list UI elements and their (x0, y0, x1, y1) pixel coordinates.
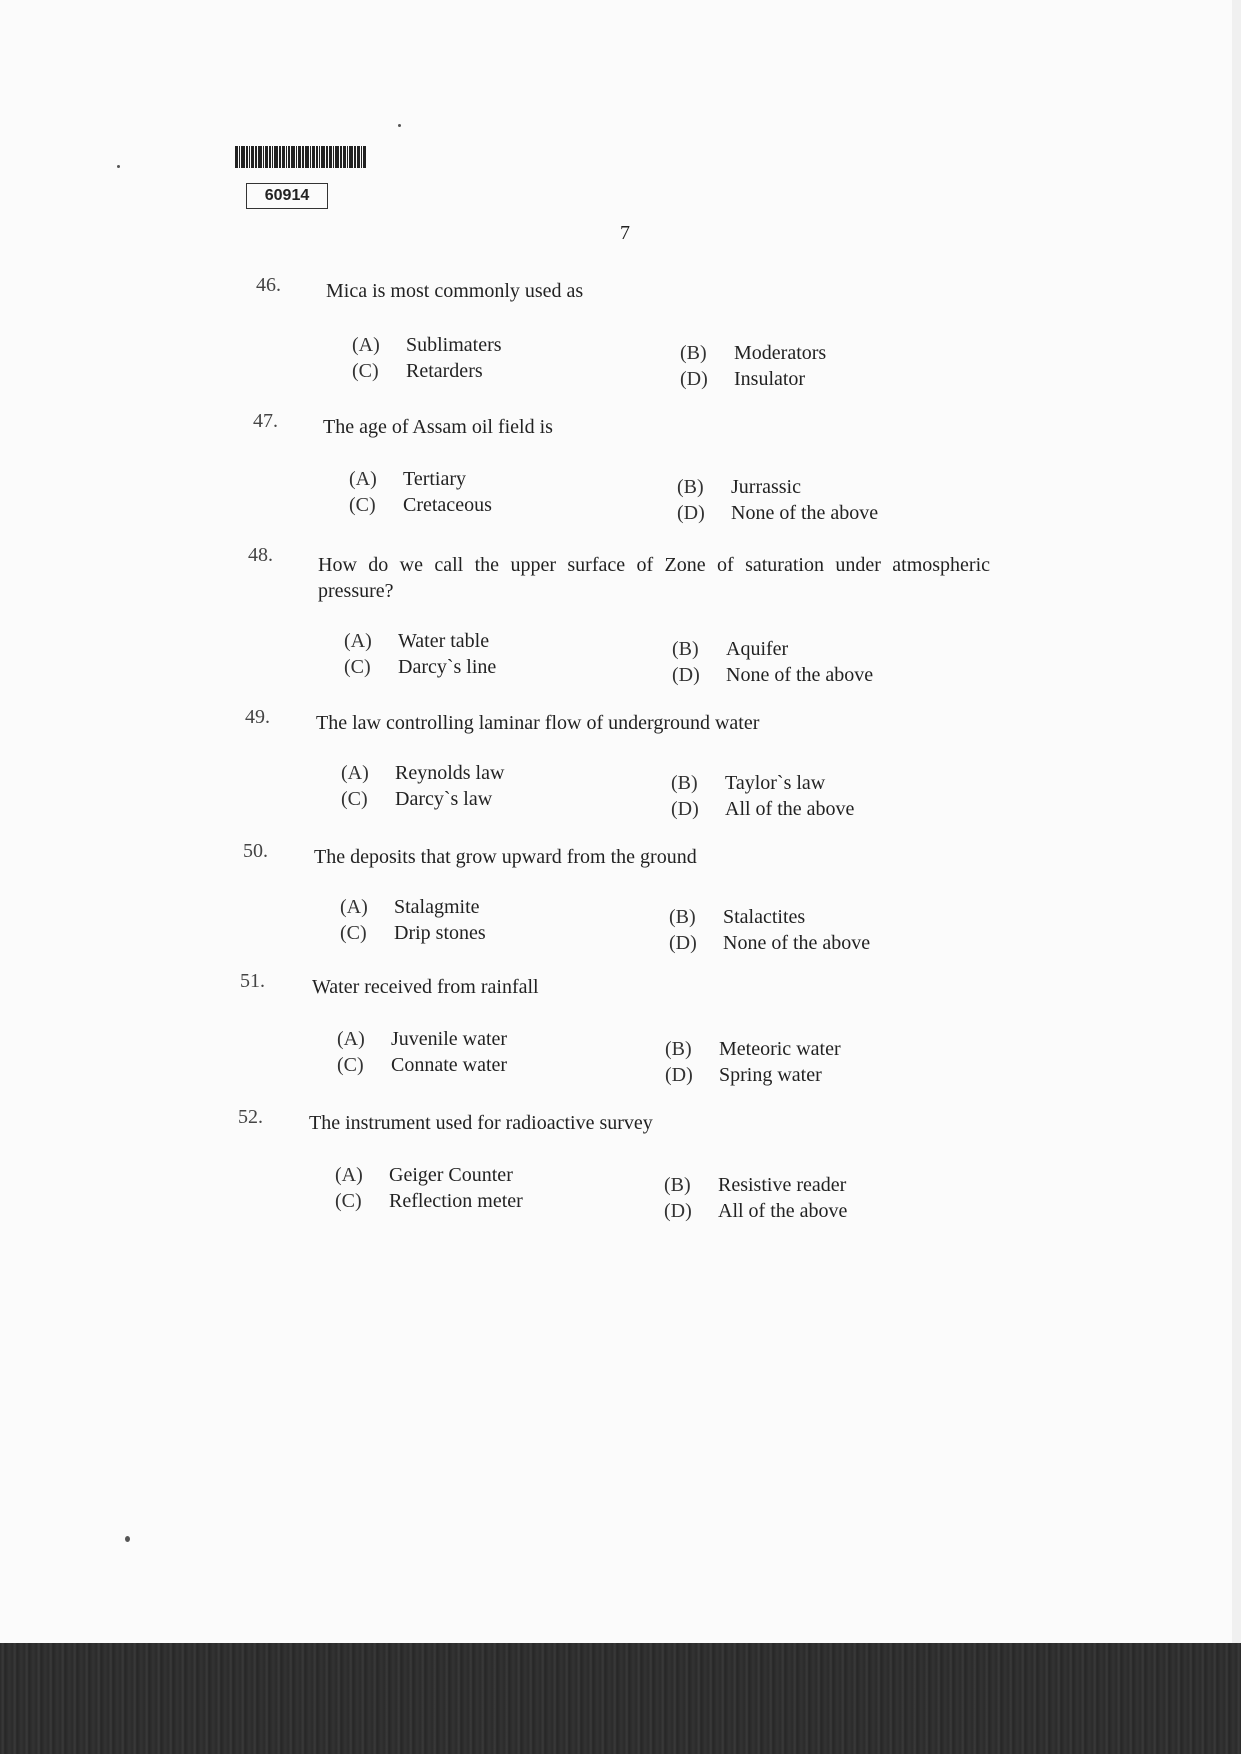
barcode-image (235, 146, 366, 168)
scan-speck (125, 1536, 130, 1542)
question-text: The instrument used for radioactive survey (309, 1112, 653, 1134)
option-text: None of the above (723, 932, 871, 954)
option-d (665, 1064, 822, 1087)
option-c (344, 656, 496, 679)
question-number: 49. (245, 706, 270, 728)
option-b (672, 638, 788, 661)
question-text: Mica is most commonly used as (326, 280, 584, 302)
option-d (680, 368, 805, 391)
option-c (335, 1190, 523, 1213)
option-text: None of the above (731, 502, 879, 524)
option-text: Darcy`s line (398, 656, 497, 678)
option-text: Meteoric water (719, 1038, 841, 1060)
option-text: Cretaceous (403, 494, 492, 516)
option-text: Jurrassic (731, 476, 801, 498)
question-number: 52. (238, 1106, 263, 1128)
option-a (349, 468, 466, 491)
option-label: (A) (335, 1164, 363, 1186)
option-label: (A) (349, 468, 377, 490)
option-text: Connate water (391, 1054, 508, 1076)
option-text: Water table (398, 630, 490, 652)
option-label: (C) (335, 1190, 362, 1212)
option-a (341, 762, 504, 785)
option-b (680, 342, 826, 365)
option-text: Insulator (734, 368, 806, 390)
scanner-background (0, 1643, 1241, 1754)
option-d (672, 664, 873, 687)
option-text: None of the above (726, 664, 874, 686)
option-label: (D) (665, 1064, 693, 1086)
option-text: Spring water (719, 1064, 822, 1086)
option-b (669, 906, 805, 929)
option-label: (B) (665, 1038, 692, 1060)
option-text: Stalactites (723, 906, 806, 928)
option-text: Reynolds law (395, 762, 505, 784)
option-text: Moderators (734, 342, 827, 364)
option-text: Tertiary (403, 468, 467, 490)
option-text: Stalagmite (394, 896, 480, 918)
option-c (352, 360, 483, 383)
option-label: (B) (680, 342, 707, 364)
option-label: (B) (664, 1174, 691, 1196)
option-label: (B) (672, 638, 699, 660)
option-label: (B) (677, 476, 704, 498)
option-a (340, 896, 480, 919)
option-b (665, 1038, 841, 1061)
option-label: (C) (349, 494, 376, 516)
option-label: (C) (340, 922, 367, 944)
question-text: Water received from rainfall (312, 976, 539, 998)
option-text: All of the above (725, 798, 855, 820)
option-label: (C) (352, 360, 379, 382)
option-text: Geiger Counter (389, 1164, 513, 1186)
question-text: How do we call the upper surface of Zone of saturation under atmospheric pressure? (318, 554, 990, 602)
option-d (671, 798, 854, 821)
option-label: (C) (344, 656, 371, 678)
option-text: Juvenile water (391, 1028, 508, 1050)
option-label: (D) (669, 932, 697, 954)
option-b (664, 1174, 846, 1197)
option-c (349, 494, 492, 517)
option-label: (A) (344, 630, 372, 652)
question-text: The law controlling laminar flow of underground water (316, 712, 760, 734)
option-text: Sublimaters (406, 334, 502, 356)
option-label: (C) (341, 788, 368, 810)
option-text: Aquifer (726, 638, 789, 660)
option-c (337, 1054, 507, 1077)
option-text: Drip stones (394, 922, 486, 944)
option-text: Taylor`s law (725, 772, 826, 794)
option-label: (C) (337, 1054, 364, 1076)
option-a (352, 334, 502, 357)
option-text: Reflection meter (389, 1190, 523, 1212)
scan-speck (398, 124, 401, 127)
question-number: 48. (248, 544, 273, 566)
option-a (344, 630, 489, 653)
page-edge (1232, 0, 1241, 1643)
option-b (677, 476, 801, 499)
option-label: (D) (671, 798, 699, 820)
paper-code-box: 60914 (246, 183, 328, 209)
option-text: All of the above (718, 1200, 848, 1222)
option-label: (D) (677, 502, 705, 524)
option-d (677, 502, 878, 525)
option-label: (B) (671, 772, 698, 794)
question-number: 47. (253, 410, 278, 432)
option-d (669, 932, 870, 955)
option-label: (A) (340, 896, 368, 918)
option-label: (A) (341, 762, 369, 784)
option-label: (A) (337, 1028, 365, 1050)
option-text: Retarders (406, 360, 483, 382)
question-text: The age of Assam oil field is (323, 416, 553, 438)
page-number: 7 (620, 222, 630, 244)
option-label: (D) (672, 664, 700, 686)
option-a (337, 1028, 507, 1051)
option-c (341, 788, 492, 811)
scan-speck (117, 165, 120, 168)
option-text: Darcy`s law (395, 788, 493, 810)
option-label: (D) (664, 1200, 692, 1222)
option-label: (D) (680, 368, 708, 390)
option-a (335, 1164, 513, 1187)
option-text: Resistive reader (718, 1174, 847, 1196)
question-number: 50. (243, 840, 268, 862)
option-label: (B) (669, 906, 696, 928)
option-d (664, 1200, 847, 1223)
option-label: (A) (352, 334, 380, 356)
option-c (340, 922, 486, 945)
question-number: 46. (256, 274, 281, 296)
question-text: The deposits that grow upward from the ground (314, 846, 697, 868)
question-number: 51. (240, 970, 265, 992)
option-b (671, 772, 825, 795)
